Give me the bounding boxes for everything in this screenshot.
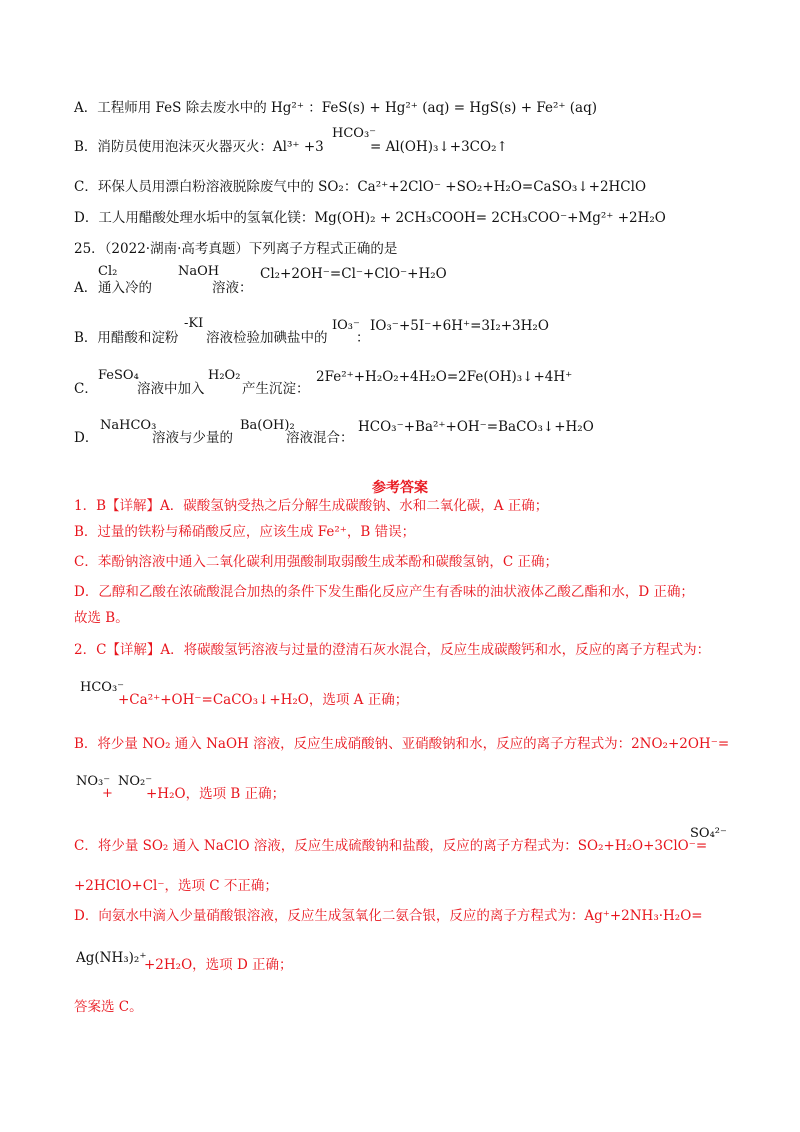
answer-2-d: D．向氨水中滴入少量硝酸银溶液，反应生成氢氧化二氨合银，反应的离子方程式为：Ag⁺+2NH₃·H₂O= [74,908,703,924]
q25-b-eq: IO₃⁻+5I⁻+6H⁺=3I₂+3H₂O [370,318,549,334]
q25-d-pre: D． [74,430,99,446]
answer-1-line-4: D．乙醇和乙酸在浓硫酸混合加热的条件下发生酯化反应产生有香味的油状液体乙酸乙酯和水，D 正确； [74,584,694,600]
q25-c-pre: C． [74,381,98,397]
answer-1-line-3: C．苯酚钠溶液中通入二氧化碳利用强酸制取弱酸生成苯酚和碳酸氢钠，C 正确； [74,554,558,570]
answer-2-c: C．将少量 SO₂ 通入 NaClO 溶液，反应生成硫酸钠和盐酸，反应的离子方程式为：SO₂+H₂O+3ClO⁻= [74,838,708,854]
q25-a-cl2: Cl₂ [98,264,118,279]
q25-c-h2o2: H₂O₂ [208,368,241,383]
answer-2-a-eq: +Ca²⁺+OH⁻=CaCO₃↓+H₂O，选项 A 正确； [118,692,409,708]
answer-1-line-2: B．过量的铁粉与稀硝酸反应，应该生成 Fe²⁺，B 错误； [74,524,416,540]
answer-2-b-plus: + [102,786,113,801]
q25-d-post: 溶液混合： [286,430,354,446]
answer-1-line-5: 故选 B。 [74,610,129,626]
answer-2-intro: 2．C【详解】A．将碳酸氢钙溶液与过量的澄清石灰水混合，反应生成碳酸钙和水，反应的离子方程式为： [74,642,711,658]
q25-b-pre: B．用醋酸和淀粉 [74,330,179,346]
q25-a-naoh: NaOH [178,264,220,279]
q25-a-label: A． [74,280,98,296]
q25-d-baoh: Ba(OH)₂ [240,418,295,433]
q25-b-colon: ： [356,330,370,346]
q24-option-b-eq: = Al(OH)₃↓+3CO₂↑ [370,139,508,155]
q25-stem: 25．（2022·湖南·高考真题）下列离子方程式正确的是 [74,241,398,257]
q24-option-b [74,138,324,156]
q25-d-mid: 溶液与少量的 [152,430,233,446]
q25-c-eq: 2Fe²⁺+H₂O₂+4H₂O=2Fe(OH)₃↓+4H⁺ [316,369,573,385]
answer-2-b-no3: NO₃⁻ [76,774,111,789]
q25-c-post: 产生沉淀： [242,381,310,397]
q25-a-mid: 通入冷的 [98,280,152,296]
q25-b-mid: 溶液检验加碘盐中的 [206,330,328,346]
answer-1-line-1: 1．B【详解】A．碳酸氢钠受热之后分解生成碳酸钠、水和二氧化碳，A 正确； [74,498,549,514]
answers-heading: 参考答案 [372,480,428,496]
answer-2-b: B．将少量 NO₂ 通入 NaOH 溶液，反应生成硝酸钠、亚硝酸钠和水，反应的离子方程式为：2NO₂+2OH⁻= [74,736,730,752]
q25-c-mid: 溶液中加入 [137,381,205,397]
q24-option-d: D．工人用醋酸处理水垢中的氢氧化镁：Mg(OH)₂ + 2CH₃COOH= 2CH₃COO⁻+Mg²⁺ +2H₂O [74,210,666,226]
q25-b-io3: IO₃⁻ [332,318,360,333]
q25-d-nahco3: NaHCO₃ [100,418,157,433]
q24-option-a: A．工程师用 FeS 除去废水中的 Hg²⁺ ：FeS(s) + Hg²⁺ (aq) = HgS(s) + Fe²⁺ (aq) [74,100,598,116]
q25-a-eq: Cl₂+2OH⁻=Cl⁻+ClO⁻+H₂O [260,266,447,282]
answer-2-b-no2: NO₂⁻ [118,774,153,789]
answer-2-c-end: +2HClO+Cl⁻，选项 C 不正确； [74,878,278,894]
answer-2-d-end: +2H₂O，选项 D 正确； [144,957,293,973]
answer-2-c-so4: SO₄²⁻ [690,826,727,841]
q24-option-b-text: B．消防员使用泡沫灭火器灭火：Al³⁺ +3 [74,139,324,155]
q25-b-ki: -KI [184,316,204,331]
q25-c-feso4: FeSO₄ [98,368,139,383]
answer-2-d-ag: Ag(NH₃)₂⁺ [76,950,147,966]
answer-2-a-hco3: HCO₃⁻ [80,680,125,695]
q24-option-c: C．环保人员用漂白粉溶液脱除废气中的 SO₂：Ca²⁺+2ClO⁻ +SO₂+H₂O=CaSO₃↓+2HClO [74,179,647,195]
q25-a-post: 溶液： [212,280,253,296]
q25-d-eq: HCO₃⁻+Ba²⁺+OH⁻=BaCO₃↓+H₂O [358,419,594,435]
answer-2-b-end: +H₂O，选项 B 正确； [146,786,286,802]
q24-option-b-hco3: HCO₃⁻ [332,126,377,141]
answer-2-final: 答案选 C。 [74,999,143,1015]
